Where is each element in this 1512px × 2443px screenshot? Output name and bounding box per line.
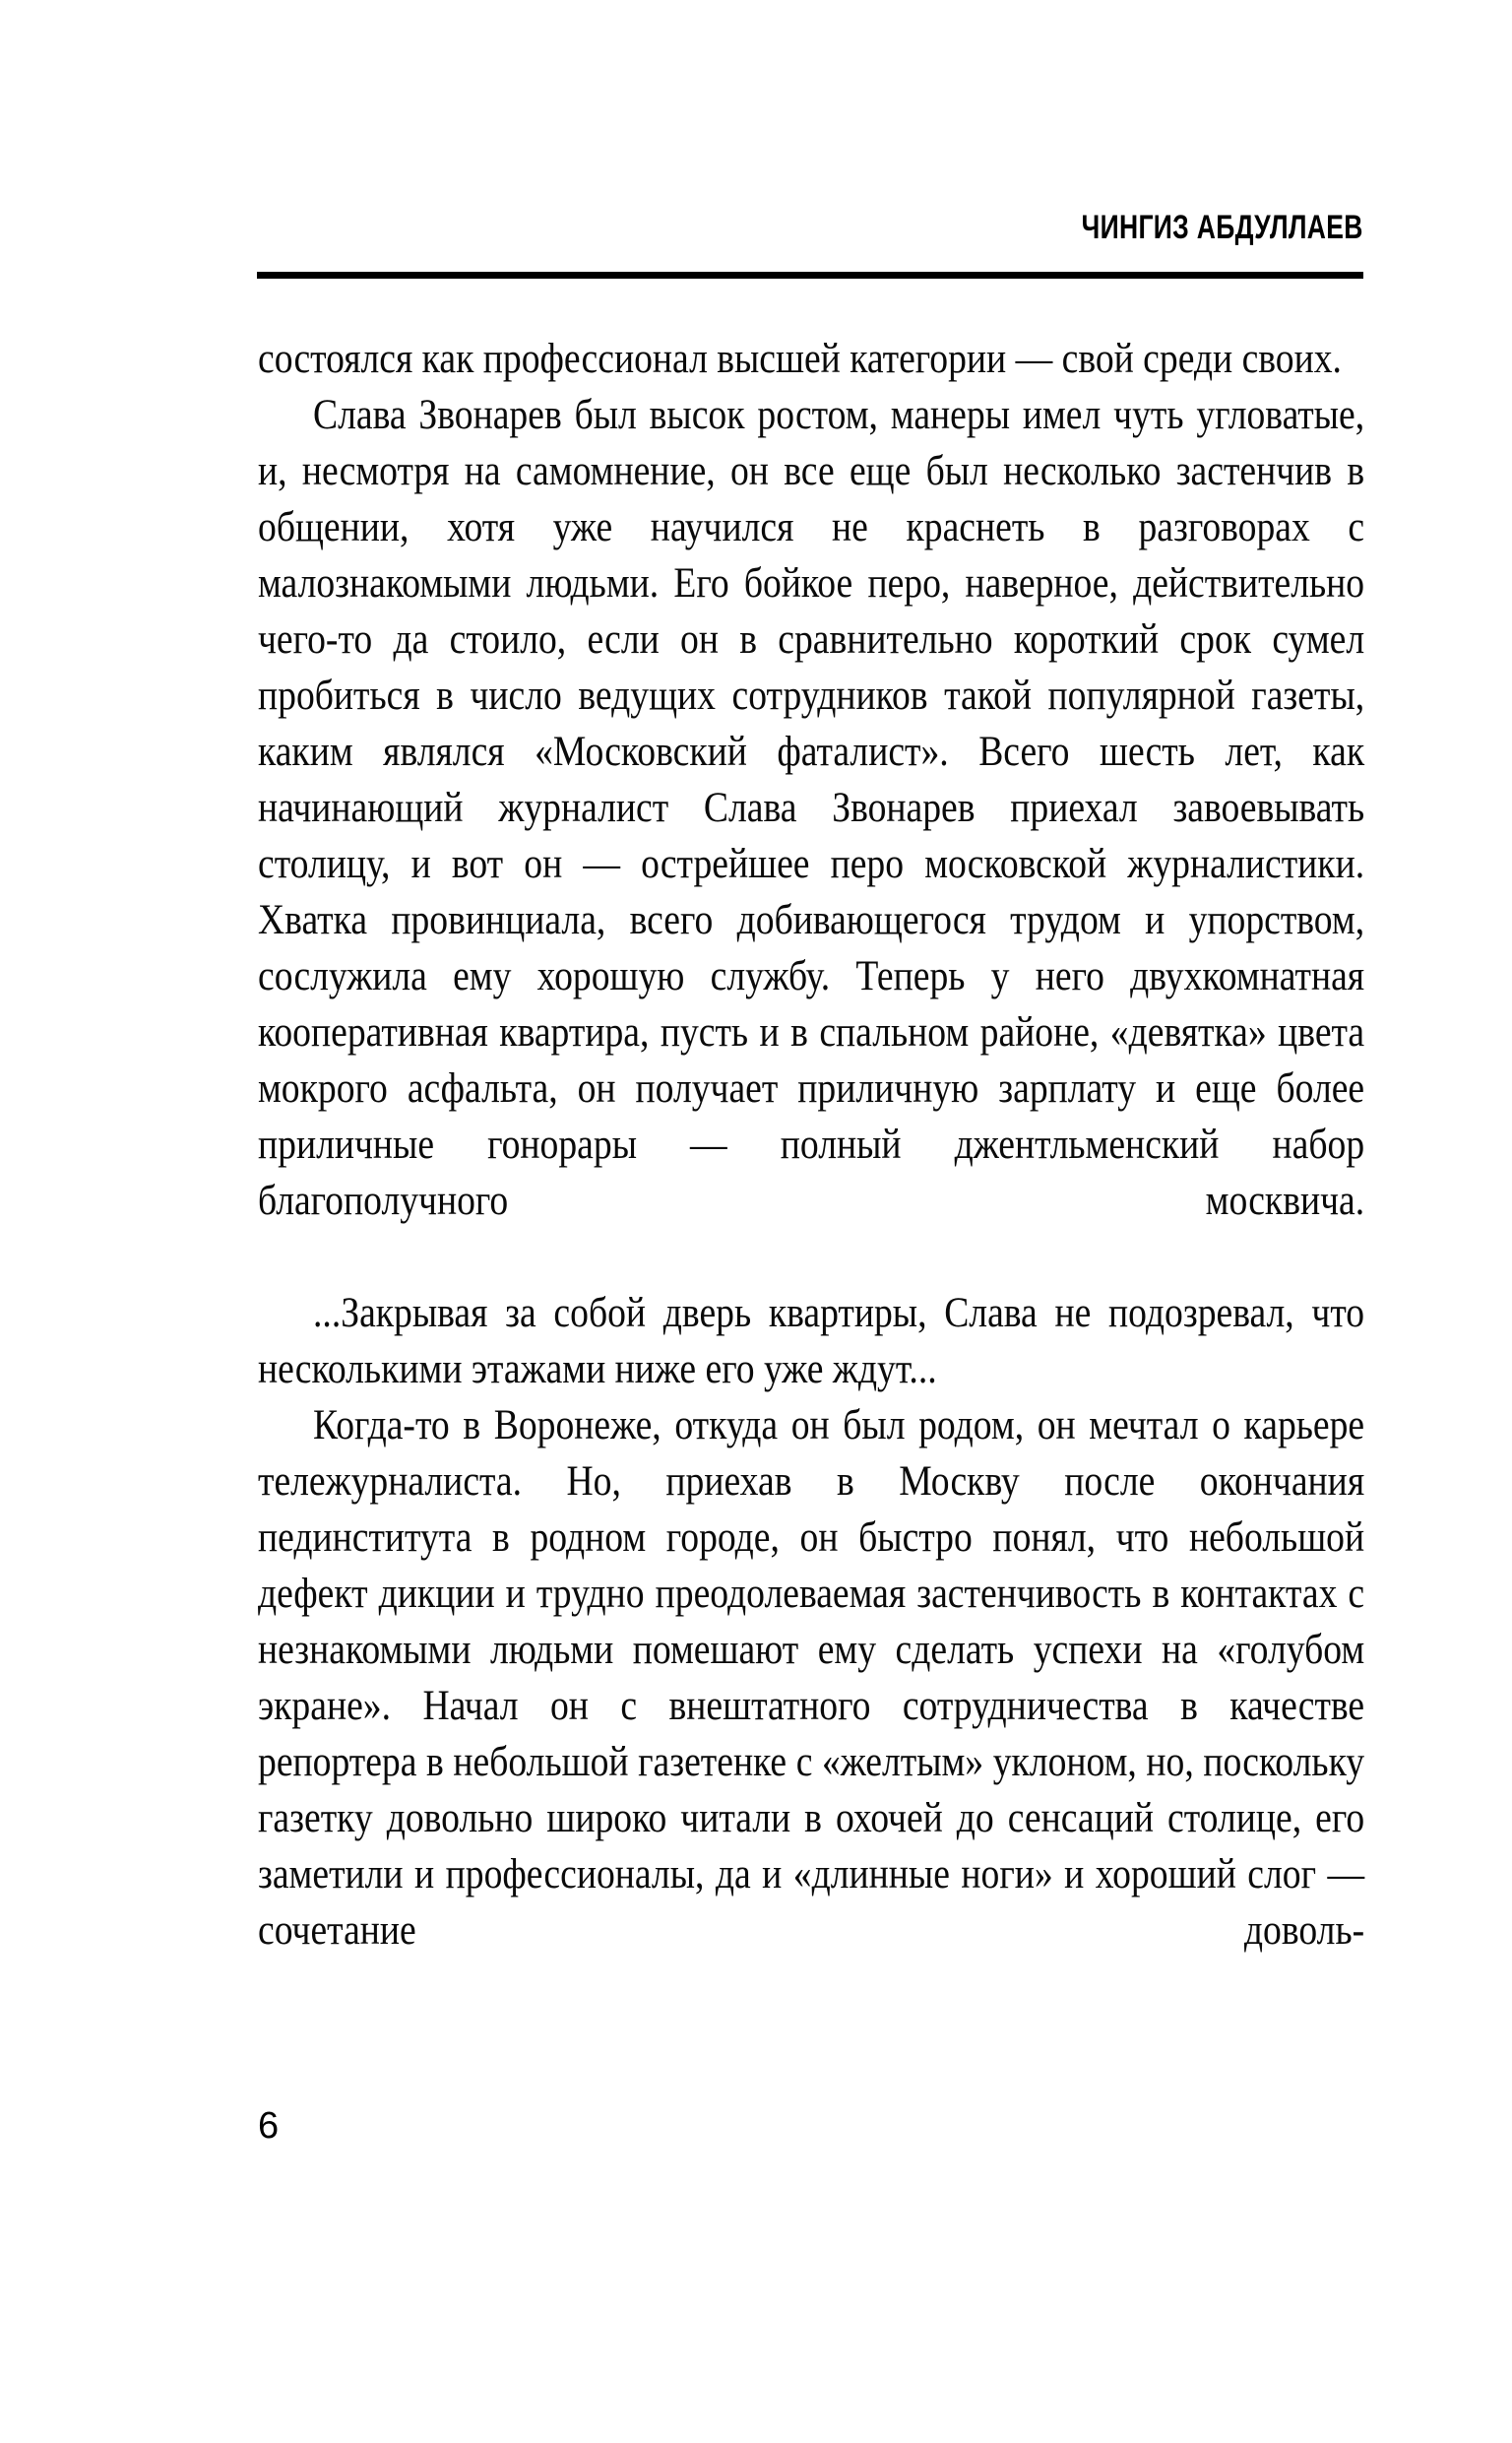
- paragraph: Слава Звонарев был высок ростом, манеры имел чуть угловатые, и, несмотря на самомнение, он все еще был несколько застенчив в общении, хотя уже научился не краснеть в разговорах с малознакомыми людьми. Его бойкое перо, наверное, действительно чего-то да стоило, если он в сравнительно короткий срок сумел пробиться в число ведущих сотрудников такой популярной газеты, каким являлся «Московский фаталист». Всего шесть лет, как начинающий журналист Слава Звонарев приехал завоевывать столицу, и вот он — острейшее перо московской журналистики. Хватка провинциала, всего добивающегося трудом и упорством, сослужила ему хорошую службу. Теперь у него двухкомнатная кооперативная квартира, пусть и в спальном районе, «девятка» цвета мокрого асфальта, он получает приличную зарплату и еще более приличные гонорары — полный джентльменский набор благополучного москвича.: [258, 392, 1365, 1224]
- running-head-author-name: ЧИНГИЗ АБДУЛЛАЕВ: [1081, 209, 1363, 246]
- paragraph: ...Закрывая за собой дверь квартиры, Слава не подозревал, что несколькими этажами ниже его уже ждут...: [258, 1290, 1365, 1392]
- header-divider-rule: [257, 272, 1363, 279]
- running-head: [258, 193, 1363, 244]
- paragraph: состоялся как профессионал высшей категории — свой среди своих.: [258, 336, 1342, 382]
- page-number: 6: [258, 2105, 280, 2147]
- paragraph: Когда-то в Воронеже, откуда он был родом, он мечтал о карьере тележурналиста. Но, приехав в Москву после окончания пединститута в родном городе, он быстро понял, что небольшой дефект дикции и трудно преодолеваемая застенчивость в контактах с незнакомыми людьми помешают ему сделать успехи на «голубом экране». Начал он с внештатного сотрудничества в качестве репортера в небольшой газетенке с «желтым» уклоном, но, поскольку газетку довольно широко читали в охочей до сенсаций столице, его заметили и профессионалы, да и «длинные ноги» и хороший слог — сочетание доволь-: [258, 1402, 1365, 1954]
- body-text-block: [258, 331, 1364, 2015]
